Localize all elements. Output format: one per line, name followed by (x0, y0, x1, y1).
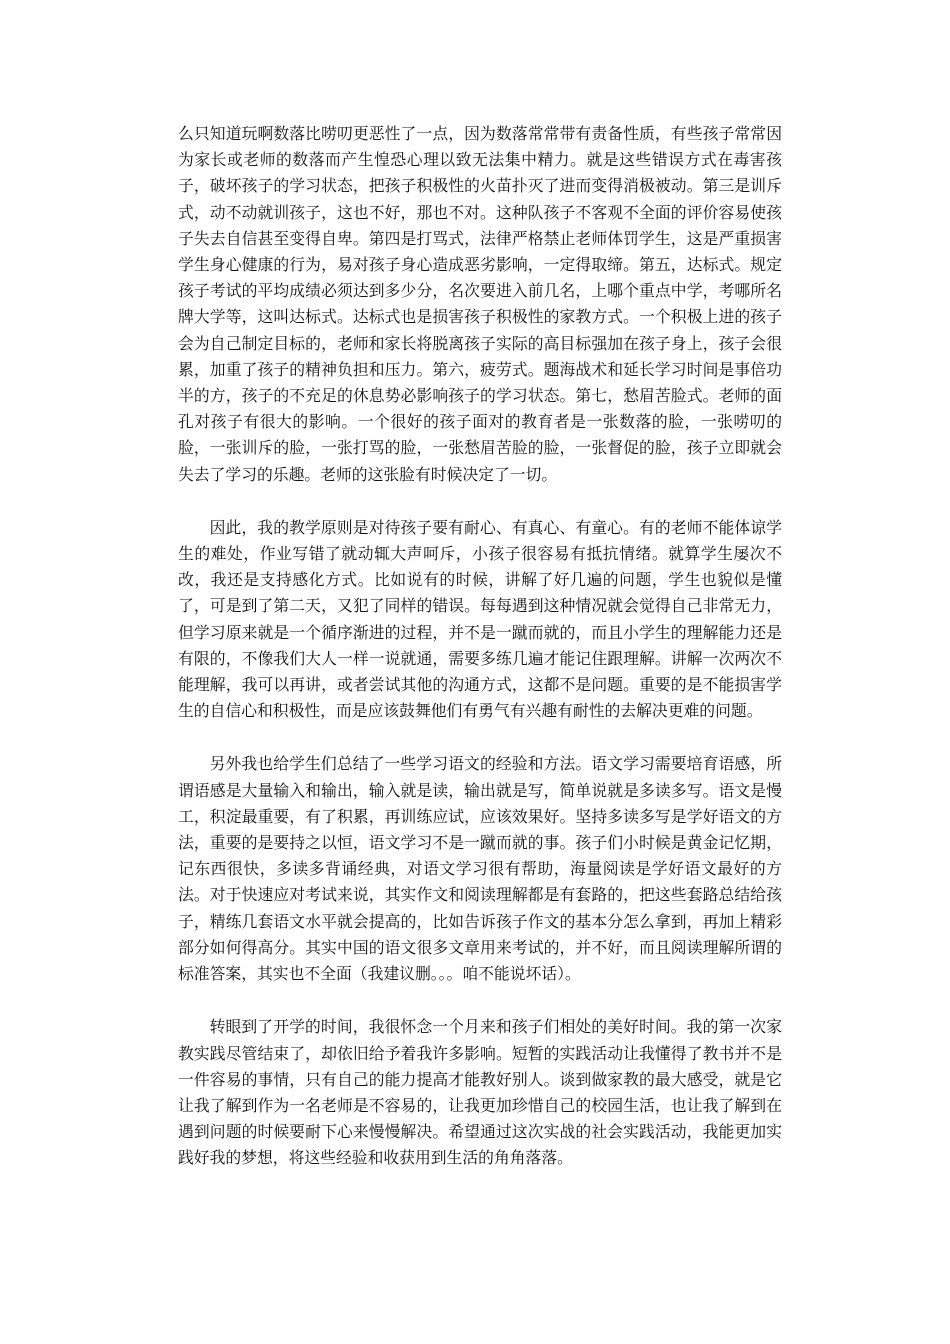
document-page (178, 121, 782, 1172)
paragraph-1: 么只知道玩啊数落比唠叨更恶性了一点，因为数落常常带有责备性质，有些孩子常常因为家长或老师的数落而产生惶恐心理以致无法集中精力。就是这些错误方式在毒害孩子，破坏孩子的学习状态，把孩子积极性的火苗扑灭了进而变得消极被动。第三是训斥式，动不动就训孩子，这也不好，那也不对。这种队孩子不客观不全面的评价容易使孩子失去自信甚至变得自卑。第四是打骂式，法律严格禁止老师体罚学生，这是严重损害学生身心健康的行为，易对孩子身心造成恶劣影响，一定得取缔。第五，达标式。规定孩子考试的平均成绩必须达到多少分，名次要进入前几名，上哪个重点中学，考哪所名牌大学等，这叫达标式。达标式也是损害孩子积极性的家教方式。一个积极上进的孩子会为自己制定目标的，老师和家长将脱离孩子实际的高目标强加在孩子身上，孩子会很累，加重了孩子的精神负担和压力。第六，疲劳式。题海战术和延长学习时间是事倍功半的方，孩子的不充足的休息势必影响孩子的学习状态。第七，愁眉苦脸式。老师的面孔对孩子有很大的影响。一个很好的孩子面对的教育者是一张数落的脸，一张唠叨的脸，一张训斥的脸，一张打骂的脸，一张愁眉苦脸的脸，一张督促的脸，孩子立即就会失去了学习的乐趣。老师的这张脸有时候决定了一切。 (178, 124, 782, 484)
paragraph-4: 转眼到了开学的时间，我很怀念一个月来和孩子们相处的美好时间。我的第一次家教实践尽管结束了，却依旧给予着我许多影响。短暂的实践活动让我懂得了教书并不是一件容易的事情，只有自己的能力提高才能教好别人。谈到做家教的最大感受，就是它让我了解到作为一名老师是不容易的，让我更加珍惜自己的校园生活，也让我了解到在遇到问题的时候要耐下心来慢慢解决。希望通过这次实战的社会实践活动，我能更加实践好我的梦想，将这些经验和收获用到生活的角角落落。 (178, 1017, 782, 1168)
paragraph-3: 另外我也给学生们总结了一些学习语文的经验和方法。语文学习需要培育语感，所谓语感是大量输入和输出，输入就是读，输出就是写，简单说就是多读多写。语文是慢工，积淀最重要，有了积累，再训练应试，应该效果好。坚持多读多写是学好语文的方法，重要的是要持之以恒，语文学习不是一蹴而就的事。孩子们小时候是黄金记忆期，记东西很快，多读多背诵经典，对语文学习很有帮助，海量阅读是学好语文最好的方法。对于快速应对考试来说，其实作文和阅读理解都是有套路的，把这些套路总结给孩子，精练几套语文水平就会提高的，比如告诉孩子作文的基本分怎么拿到，再加上精彩部分如何得高分。其实中国的语文很多文章用来考试的，并不好，而且阅读理解所谓的标准答案，其实也不全面（我建议删。。。咱不能说坏话）。 (178, 754, 782, 984)
paragraph-2: 因此，我的教学原则是对待孩子要有耐心、有真心、有童心。有的老师不能体谅学生的难处，作业写错了就动辄大声呵斥，小孩子很容易有抵抗情绪。就算学生屡次不改，我还是支持感化方式。比如说有的时候，讲解了好几遍的问题，学生也貌似是懂了，可是到了第二天，又犯了同样的错误。每每遇到这种情况就会觉得自己非常无力，但学习原来就是一个循序渐进的过程，并不是一蹴而就的，而且小学生的理解能力还是有限的，不像我们大人一样一说就通，需要多练几遍才能记住跟理解。讲解一次两次不能理解，我可以再讲，或者尝试其他的沟通方式，这都不是问题。重要的是不能损害学生的自信心和积极性，而是应该鼓舞他们有勇气有兴趣有耐性的去解决更难的问题。 (178, 517, 782, 721)
